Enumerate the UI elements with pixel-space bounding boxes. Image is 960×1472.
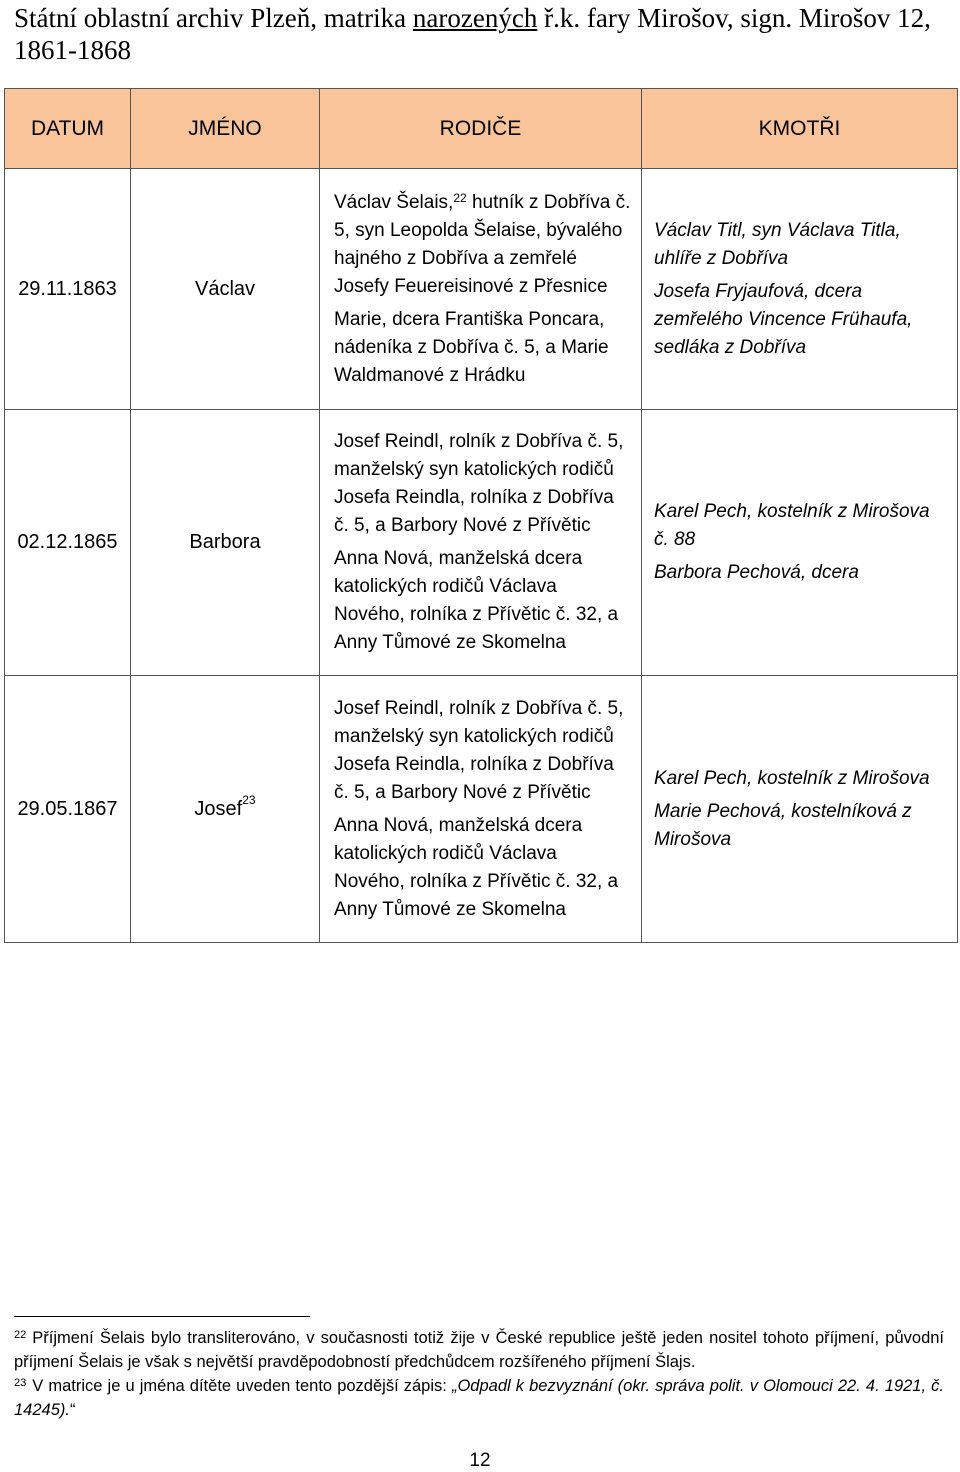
footnotes xyxy=(14,1326,944,1422)
title-text-pre: Státní oblastní archiv Plzeň, matrika xyxy=(14,3,413,33)
name-footnote-ref: 23 xyxy=(242,792,256,807)
row-godparents xyxy=(642,410,958,676)
child-name: Barbora xyxy=(189,531,261,553)
footnote-quote: „Odpadl k bezvyznání (okr. správa polit. v Olomouci 22. 4. 1921, č. 14245). xyxy=(14,1377,944,1419)
table-row xyxy=(5,676,958,943)
table-row xyxy=(5,410,958,676)
father-text: Josef Reindl, rolník z Dobříva č. 5, manželský syn katolických rodičů Josefa Reindla, rolníka z Dobříva č. 5, a Barbory Nové z Přívětic xyxy=(334,431,624,536)
footnote-separator xyxy=(14,1316,310,1317)
footnote-number: 23 xyxy=(14,1377,27,1389)
footnote-text: V matrice je u jména dítěte uveden tento pozdější zápis: xyxy=(32,1377,452,1395)
row-godparents xyxy=(642,676,958,943)
row-name xyxy=(131,169,320,410)
father-text-cont: hutník z Dobříva č. 5, syn Leopolda Šelaise, bývalého hajného z Dobříva a zemřelé Josefy Feuereisinové z Přesnice xyxy=(334,191,631,297)
title-text-underlined: narozených xyxy=(412,3,538,33)
row-name xyxy=(131,410,320,676)
godparent-1: Karel Pech, kostelník z Mirošova xyxy=(654,767,930,789)
header-name: JMÉNO xyxy=(131,89,320,169)
godparent-1: Václav Titl, syn Václava Titla, uhlíře z Dobříva xyxy=(654,219,901,269)
header-date: DATUM xyxy=(5,89,131,169)
father-entry xyxy=(334,695,631,807)
title-text-post: ř.k. fary Mirošov, sign. Mirošov 12, 1861-1868 xyxy=(14,3,931,65)
header-parents: RODIČE xyxy=(320,89,642,169)
row-parents xyxy=(320,169,642,410)
row-parents xyxy=(320,676,642,943)
baptism-register-table xyxy=(4,88,958,943)
footnote-23 xyxy=(14,1374,944,1422)
row-date: 29.05.1867 xyxy=(5,676,131,943)
row-date: 29.11.1863 xyxy=(5,169,131,410)
godparent-2: Barbora Pechová, dcera xyxy=(654,562,859,583)
father-entry xyxy=(334,189,631,301)
table-row xyxy=(5,169,958,410)
father-text: Josef Reindl, rolník z Dobříva č. 5, manželský syn katolických rodičů Josefa Reindla, rolníka z Dobříva č. 5, a Barbory Nové z Přívětic xyxy=(334,697,624,803)
godparent-2: Marie Pechová, kostelníková z Mirošova xyxy=(654,800,912,850)
footnote-text: Příjmení Šelais bylo transliterováno, v současnosti totiž žije v České republice ještě jeden nositel tohoto příjmení, původní příjmení Šelais je však s největší pravděpodobností předchůdcem rozšířeného příjmení Šlajs. xyxy=(14,1329,944,1371)
row-date: 02.12.1865 xyxy=(5,410,131,676)
header-godparents: KMOTŘI xyxy=(642,89,958,169)
mother-entry: Anna Nová, manželská dcera katolických rodičů Václava Nového, rolníka z Přívětic č. 32, a Anny Tůmové ze Skomelna xyxy=(334,814,619,920)
row-godparents xyxy=(642,169,958,410)
godparent-1: Karel Pech, kostelník z Mirošova č. 88 xyxy=(654,501,930,550)
row-parents xyxy=(320,410,642,676)
document-title xyxy=(14,2,954,66)
footnote-number: 22 xyxy=(14,1329,27,1341)
mother-entry: Anna Nová, manželská dcera katolických rodičů Václava Nového, rolníka z Přívětic č. 32, a Anny Tůmové ze Skomelna xyxy=(334,548,619,653)
footnote-ref: 22 xyxy=(453,190,467,205)
row-name xyxy=(131,676,320,943)
father-entry xyxy=(334,428,631,540)
father-text: Václav Šelais, xyxy=(334,191,454,213)
footnote-22 xyxy=(14,1326,944,1374)
page-number: 12 xyxy=(469,1450,491,1471)
table-header-row xyxy=(5,89,958,169)
footnote-quote-end: “ xyxy=(69,1401,76,1419)
child-name: Václav xyxy=(194,277,256,300)
child-name: Josef xyxy=(194,797,243,820)
mother-entry: Marie, dcera Františka Poncara, nádeníka z Dobříva č. 5, a Marie Waldmanové z Hrádku xyxy=(334,308,609,386)
godparent-2: Josefa Fryjaufová, dcera zemřelého Vincence Frühaufa, sedláka z Dobříva xyxy=(654,280,913,358)
